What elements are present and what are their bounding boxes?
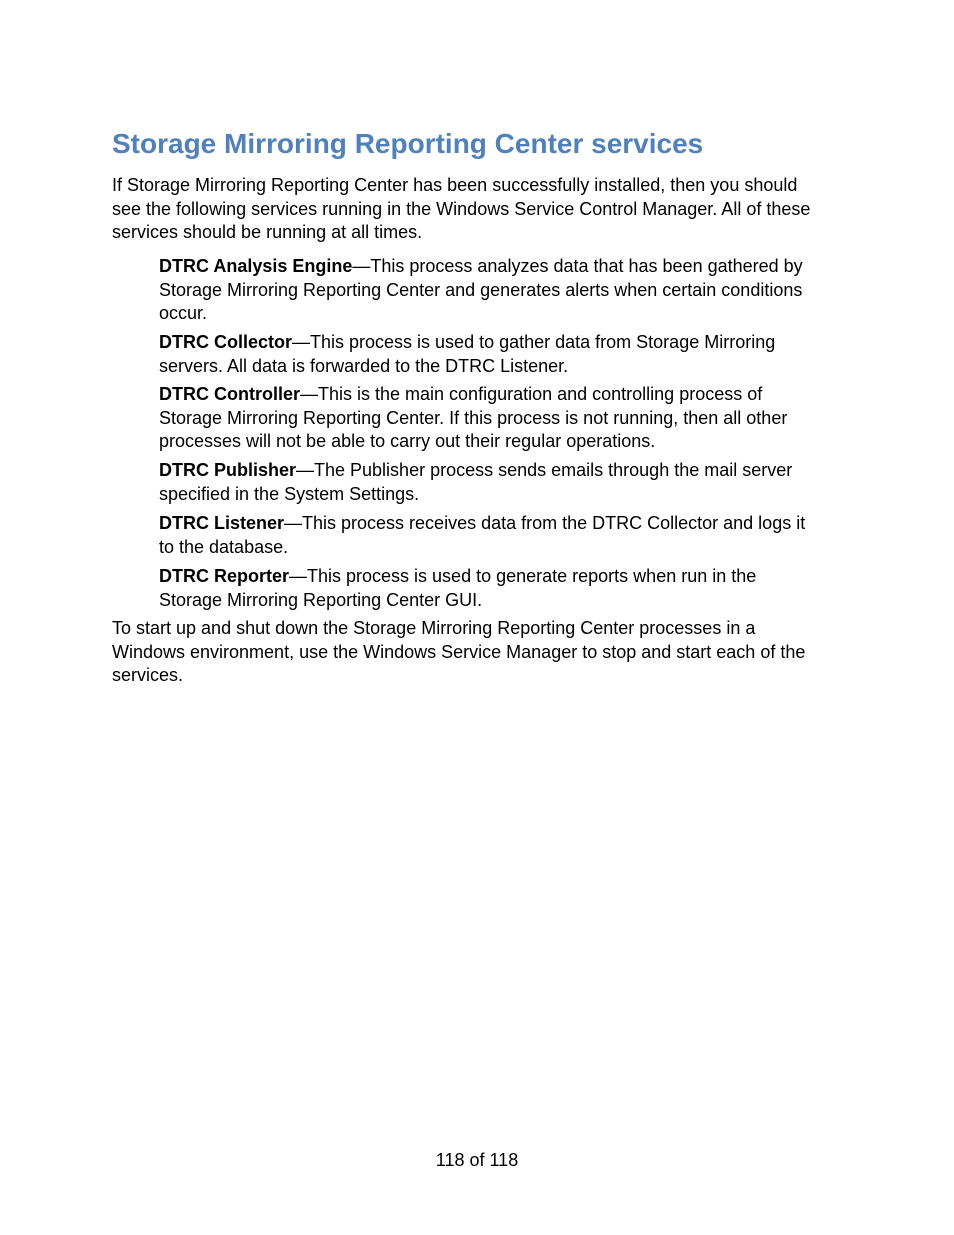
service-description-line: Storage Mirroring Reporting Center. If this process is not running, then all other [159, 407, 788, 428]
service-description-line: servers. All data is forwarded to the DTRC Listener. [159, 355, 569, 376]
service-name: DTRC Reporter [159, 566, 290, 586]
intro-line: services should be running at all times. [112, 222, 423, 242]
service-collector [159, 331, 775, 378]
outro-line: Windows environment, use the Windows Service Manager to stop and start each of the [112, 641, 806, 662]
service-description-line: Storage Mirroring Reporting Center and generates alerts when certain conditions [159, 279, 803, 300]
service-publisher [159, 459, 792, 506]
service-name: DTRC Listener [159, 513, 285, 533]
service-listener [159, 512, 805, 559]
service-controller [159, 383, 787, 454]
service-name: DTRC Analysis Engine [159, 256, 353, 276]
intro-line: see the following services running in the Windows Service Control Manager. All of these [112, 198, 811, 219]
service-name: DTRC Collector [159, 332, 293, 352]
service-name: DTRC Controller [159, 384, 300, 404]
page-number: 118 of 118 [435, 1150, 519, 1170]
service-description-line: to the database. [159, 536, 289, 557]
service-reporter [159, 565, 756, 612]
service-description: —This process receives data from the DTRC Collector and logs it [284, 513, 806, 533]
service-description: —This process is used to gather data from Storage Mirroring [292, 332, 776, 352]
service-description-line: occur. [159, 303, 208, 323]
outro-line: services. [112, 665, 184, 685]
service-description-line: specified in the System Settings. [159, 483, 420, 504]
service-description: —The Publisher process sends emails through the mail server [296, 460, 793, 480]
page-title: Storage Mirroring Reporting Center services [112, 128, 704, 159]
outro-line: To start up and shut down the Storage Mirroring Reporting Center processes in a [112, 618, 756, 638]
intro-line: If Storage Mirroring Reporting Center has been successfully installed, then you should [112, 175, 798, 195]
service-description: —This is the main configuration and controlling process of [300, 384, 763, 404]
service-description: —This process analyzes data that has been gathered by [352, 256, 803, 276]
service-name: DTRC Publisher [159, 460, 297, 480]
service-description-line: Storage Mirroring Reporting Center GUI. [159, 589, 483, 610]
service-analysis-engine [159, 255, 803, 326]
outro-paragraph [112, 617, 805, 688]
service-description-line: processes will not be able to carry out their regular operations. [159, 431, 656, 451]
service-description: —This process is used to generate reports when run in the [289, 566, 757, 586]
intro-paragraph [112, 174, 810, 245]
